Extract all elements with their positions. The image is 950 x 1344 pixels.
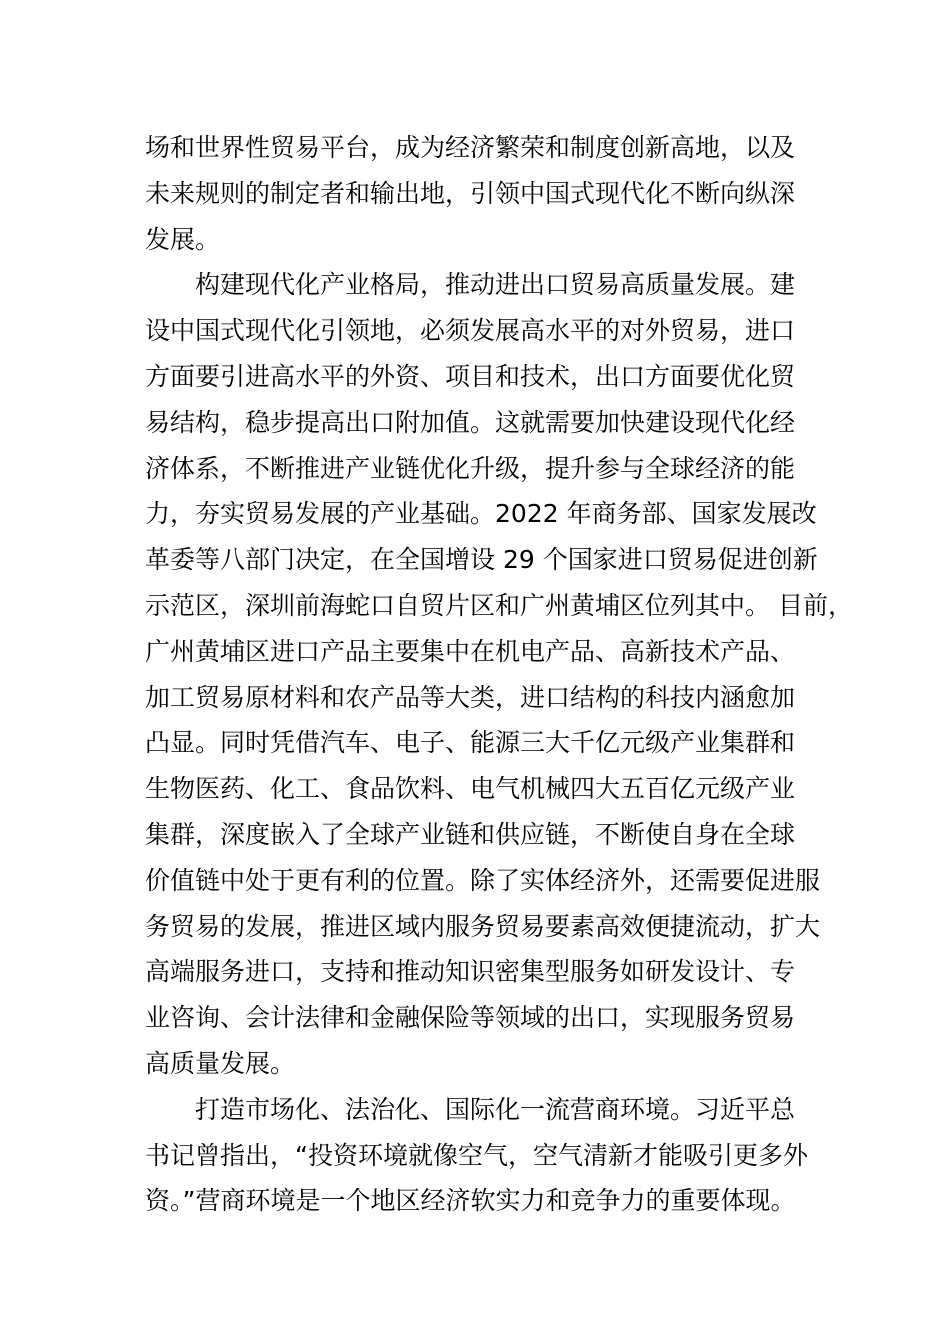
text-line-6: 方面要引进高水平的外资、项目和技术，出口方面要优化贸 [145,361,796,391]
text-line-14: 凸显。同时凭借汽车、电子、能源三大千亿元级产业集群和 [145,728,796,758]
text-line-8: 济体系，不断推进产业链优化升级，提升参与全球经济的能 [145,453,796,483]
text-line-13: 加工贸易原材料和农产品等大类，进口结构的科技内涵愈加 [145,682,796,712]
text-line-16: 集群，深度嵌入了全球产业链和供应链，不断使自身在全球 [145,819,796,849]
text-line-23: 书记曾指出，“投资环境就像空气，空气清新才能吸引更多外 [145,1140,808,1170]
text-line-1: 场和世界性贸易平台，成为经济繁荣和制度创新高地，以及 [145,133,796,162]
text-line-21: 高质量发展。 [145,1048,296,1078]
text-line-22: 打造市场化、法治化、国际化一流营商环境。习近平总 [195,1094,796,1124]
text-line-10: 革委等八部门决定，在全国增设 29 个国家进口贸易促进创新 [145,545,818,575]
text-line-17: 价值链中处于更有利的位置。除了实体经济外，还需要促进服 [145,865,821,895]
document-body [145,125,853,1224]
text-line-5: 设中国式现代化引领地，必须发展高水平的对外贸易，进口 [145,316,796,346]
text-line-2: 未来规则的制定者和输出地，引领中国式现代化不断向纵深 [145,178,796,208]
text-line-3: 发展。 [145,224,221,254]
text-line-15: 生物医药、化工、食品饮料、电气机械四大五百亿元级产业 [145,774,796,804]
text-line-11: 示范区，深圳前海蛇口自贸片区和广州黄埔区位列其中。 目前， [145,590,853,620]
text-line-20: 业咨询、会计法律和金融保险等领域的出口，实现服务贸易 [145,1003,796,1033]
text-line-12: 广州黄埔区进口产品主要集中在机电产品、高新技术产品、 [145,636,796,666]
text-line-19: 高端服务进口，支持和推动知识密集型服务如研发设计、专 [145,957,796,987]
text-line-7: 易结构，稳步提高出口附加值。这就需要加快建设现代化经 [145,407,796,437]
text-line-4: 构建现代化产业格局，推动进出口贸易高质量发展。建 [195,270,796,300]
text-line-18: 务贸易的发展，推进区域内服务贸易要素高效便捷流动，扩大 [145,911,821,941]
text-line-24: 资。”营商环境是一个地区经济软实力和竞争力的重要体现。 [145,1186,796,1216]
text-line-9: 力，夯实贸易发展的产业基础。2022 年商务部、国家发展改 [145,499,817,529]
